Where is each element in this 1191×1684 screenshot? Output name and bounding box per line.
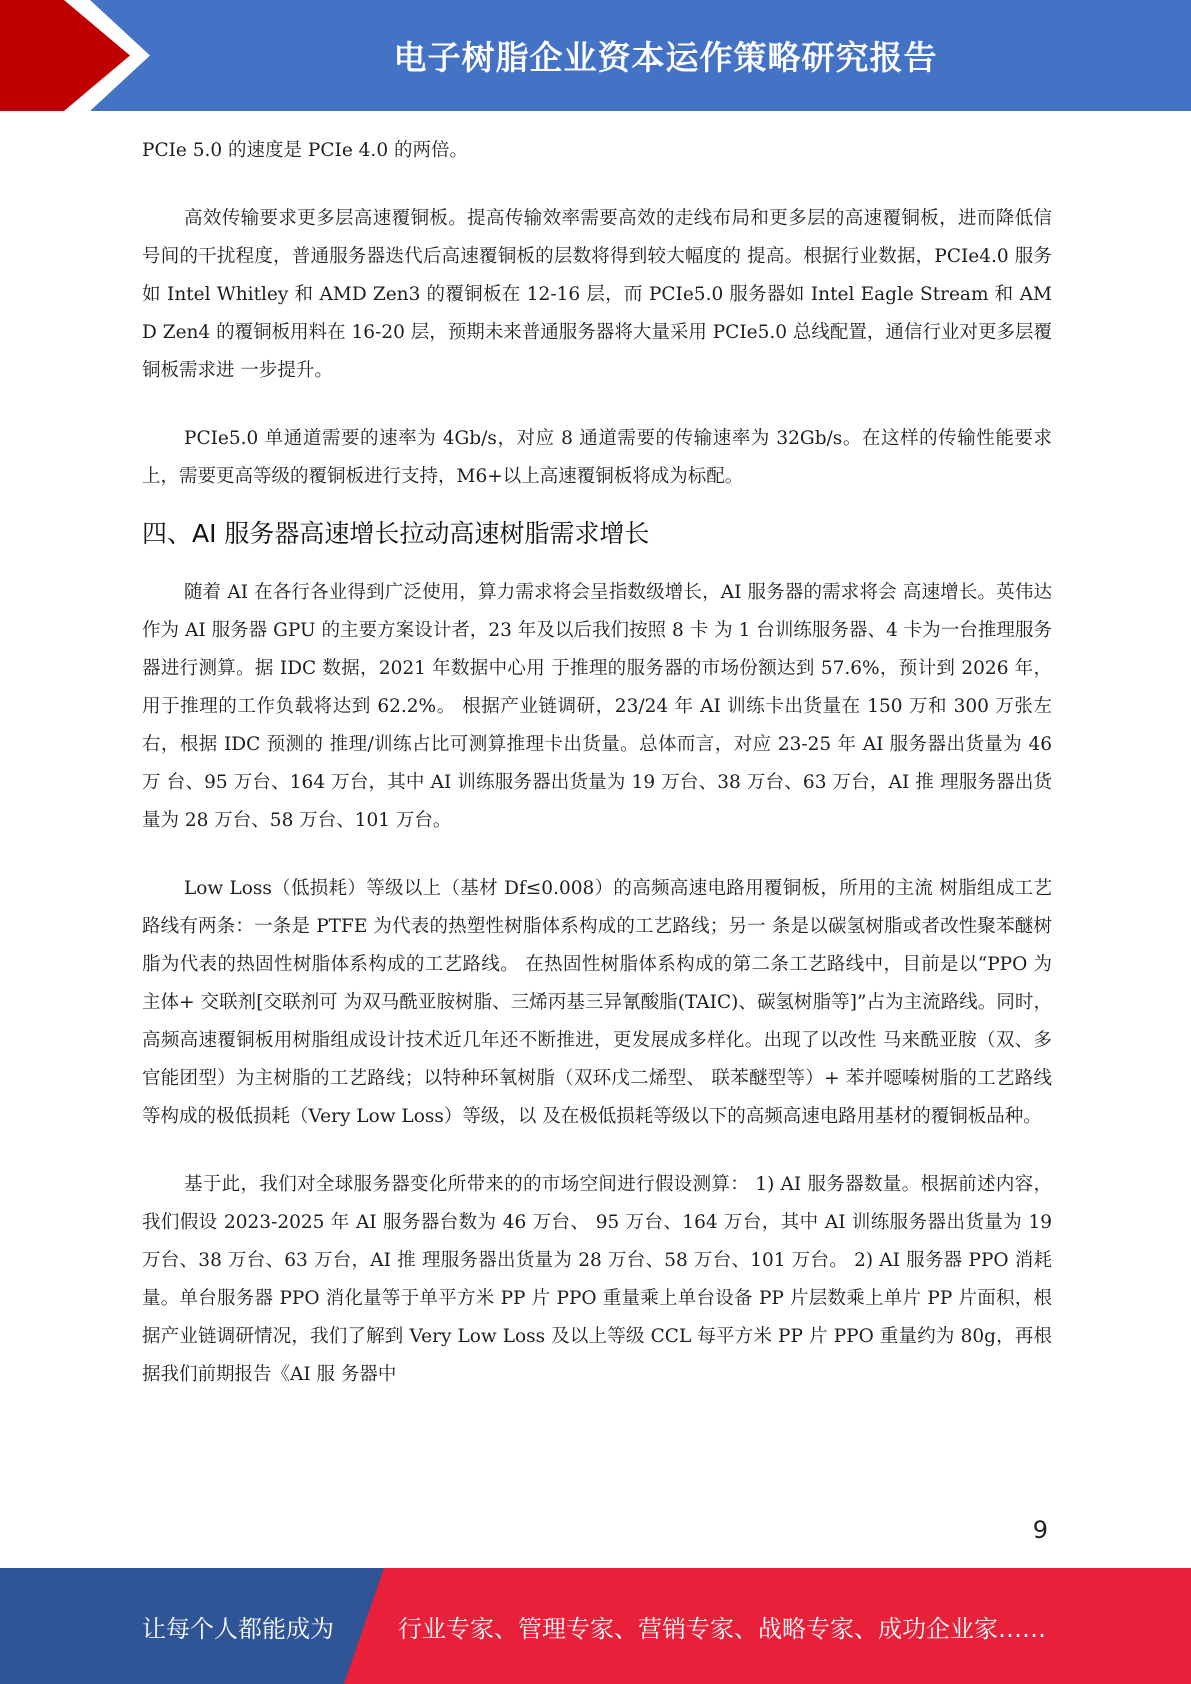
paragraph-ai-server-growth: 随着 AI 在各行各业得到广泛使用，算力需求将会呈指数级增长，AI 服务器的需求将会 高速增长。英伟达作为 AI 服务器 GPU 的主要方案设计者，23 年及以后我们按照 8 卡 为 1 台训练服务器、4 卡为一台推理服务器进行测算。据 IDC 数据，2021 年数据中心用 于推理的服务器的市场份额达到 57.6%，预计到 2026 年，用于推理的工作负载将达到 62.2%。 根据产业链调研，23/24 年 AI 训练卡出货量在 150 万和 300 万张左右，根据 IDC 预测的 推理/训练占比可测算推理卡出货量。总体而言，对应 23-25 年 AI 服务器出货量为 46 万 台、95 万台、164 万台，其中 AI 训练服务器出货量为 19 万台、38 万台、63 万台，AI 推 理服务器出货量为 28 万台、58 万台、101 万台。 (142, 582, 1052, 831)
paragraph-resin-routes: Low Loss（低损耗）等级以上（基材 Df≤0.008）的高频高速电路用覆铜板，所用的主流 树脂组成工艺路线有两条：一条是 PTFE 为代表的热塑性树脂体系构成的工艺路线；另一 条是以碳氢树脂或者改性聚苯醚树脂为代表的热固性树脂体系构成的工艺路线。 在热固性树脂体系构成的第二条工艺路线中，目前是以“PPO 为主体+ 交联剂[交联剂可 为双马酰亚胺树脂、三烯丙基三异氰酸脂(TAIC)、碳氢树脂等]”占为主流路线。同时， 高频高速覆铜板用树脂组成设计技术近几年还不断推进，更发展成多样化。出现了以改性 马来酰亚胺（双、多官能团型）为主树脂的工艺路线；以特种环氧树脂（双环戊二烯型、 联苯醚型等）+ 苯并噁嗪树脂的工艺路线等构成的极低损耗（Very Low Loss）等级，以 及在极低损耗等级以下的高频高速电路用基材的覆铜板品种。 (142, 878, 1052, 1127)
header-band (0, 0, 1191, 111)
paragraph-pcie-speed: PCIe 5.0 的速度是 PCIe 4.0 的两倍。 (142, 140, 468, 161)
footer-slogan-left: 让每个人都能成为 (142, 1614, 334, 1643)
paragraph-multilayer-ccl: 高效传输要求更多层高速覆铜板。提高传输效率需要高效的走线布局和更多层的高速覆铜板，进而降低信号间的干扰程度，普通服务器迭代后高速覆铜板的层数将得到较大幅度的 提高。根据行业数据，PCIe4.0 服务如 Intel Whitley 和 AMD Zen3 的覆铜板在 12-16 层，而 PCIe5.0 服务器如 Intel Eagle Stream 和 AMD Zen4 的覆铜板用料在 16-20 层，预期未来普通服务器将大量采用 PCIe5.0 总线配置，通信行业对更多层覆铜板需求进 一步提升。 (142, 208, 1052, 381)
paragraph-market-estimate: 基于此，我们对全球服务器变化所带来的的市场空间进行假设测算： 1) AI 服务器数量。根据前述内容，我们假设 2023-2025 年 AI 服务器台数为 46 万台、 95 万台、164 万台，其中 AI 训练服务器出货量为 19 万台、38 万台、63 万台，AI 推 理服务器出货量为 28 万台、58 万台、101 万台。 2) AI 服务器 PPO 消耗量。单台服务器 PPO 消化量等于单平方米 PP 片 PPO 重量乘上单台设备 PP 片层数乘上单片 PP 片面积，根据产业链调研情况，我们了解到 Very Low Loss 及以上等级 CCL 每平方米 PP 片 PPO 重量约为 80g，再根据我们前期报告《AI 服 务器中 (142, 1174, 1052, 1385)
footer-slogan-right: 行业专家、管理专家、营销专家、战略专家、成功企业家…… (398, 1614, 1046, 1643)
document-body (142, 132, 1052, 1394)
footer-band (0, 1568, 1191, 1684)
paragraph-pcie5-rate: PCIe5.0 单通道需要的速率为 4Gb/s，对应 8 通道需要的传输速率为 32Gb/s。在这样的传输性能要求上，需要更高等级的覆铜板进行支持，M6+以上高速覆铜板将成为标配。 (142, 428, 1052, 487)
section-heading: 四、AI 服务器高速增长拉动高速树脂需求增长 (142, 519, 650, 548)
header-chevron-decoration (0, 0, 160, 111)
page-number: 9 (1032, 1516, 1048, 1544)
header-title: 电子树脂企业资本运作策略研究报告 (393, 38, 938, 77)
